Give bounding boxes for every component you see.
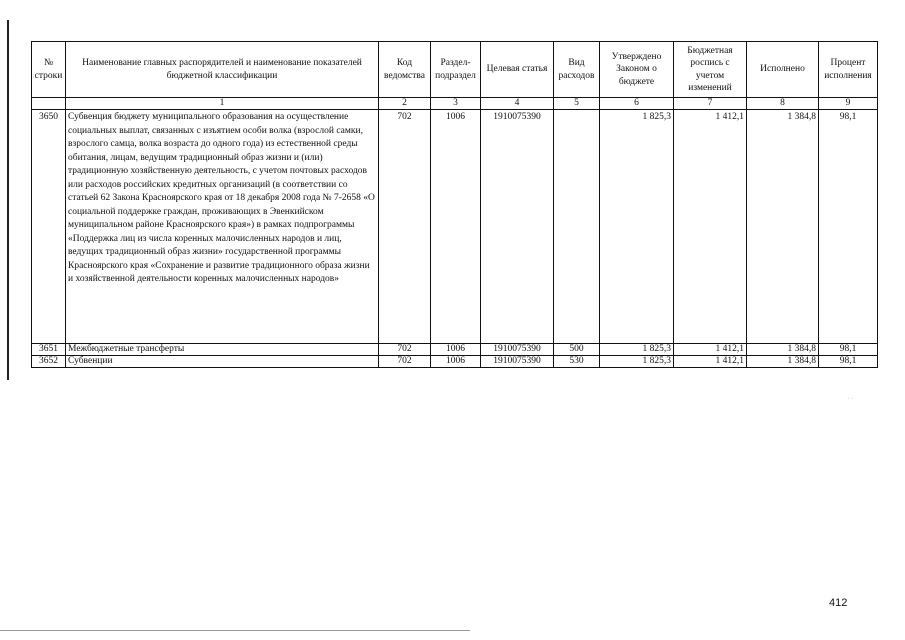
target-item: 1910075390 xyxy=(481,356,554,368)
header-target-item: Целевая статья xyxy=(481,42,554,98)
schedule-amount: 1 412,1 xyxy=(674,110,747,344)
column-number: 2 xyxy=(379,98,431,110)
table-row xyxy=(32,344,878,356)
section-code: 1006 xyxy=(431,110,481,344)
header-executed: Исполнено xyxy=(747,42,819,98)
header-approved: Утверждено Законом о бюджете xyxy=(600,42,674,98)
page-number: 412 xyxy=(829,597,848,609)
bottom-scan-line xyxy=(0,630,470,631)
execution-percent: 98,1 xyxy=(819,344,878,356)
column-number: 8 xyxy=(747,98,819,110)
line-number: 3650 xyxy=(32,110,66,344)
header-percent: Процент исполнения xyxy=(819,42,878,98)
line-number: 3652 xyxy=(32,356,66,368)
header-row xyxy=(32,42,878,98)
approved-amount: 1 825,3 xyxy=(600,110,674,344)
budget-table xyxy=(31,41,878,368)
header-section: Раздел-подраздел xyxy=(431,42,481,98)
section-code: 1006 xyxy=(431,356,481,368)
section-code: 1006 xyxy=(431,344,481,356)
execution-percent: 98,1 xyxy=(819,110,878,344)
approved-amount: 1 825,3 xyxy=(600,344,674,356)
header-schedule: Бюджетная роспись с учетом изменений xyxy=(674,42,747,98)
column-number: 1 xyxy=(66,98,379,110)
column-number: 7 xyxy=(674,98,747,110)
dept-code: 702 xyxy=(379,356,431,368)
row-name: Субвенция бюджету муниципального образования на осуществление социальных выплат, связанных с изъятием особи волка (взрослой самки, взрослого самца, волка возраста до одного года) из естественной среды обитания, лицам, ведущим традиционный образ жизни и (или) традиционную хозяйственную деятельность, с учетом почтовых расходов или расходов российских кредитных организаций (в соответствии со статьей 62 Закона Красноярского края от 18 декабря 2008 года № 7-2658 «О социальной поддержке граждан, проживающих в Эвенкийском муниципальном районе Красноярского края») в рамках подпрограммы «Поддержка лиц из числа коренных малочисленных народов и лиц, ведущих традиционный образ жизни» государственной программы Красноярского края «Сохранение и развитие традиционного образа жизни и хозяйственной деятельности коренных малочисленных народов» xyxy=(66,110,379,344)
schedule-amount: 1 412,1 xyxy=(674,344,747,356)
column-number: 9 xyxy=(819,98,878,110)
executed-amount: 1 384,8 xyxy=(747,344,819,356)
column-number: 5 xyxy=(554,98,600,110)
left-margin-rule xyxy=(7,20,9,380)
row-name: Субвенции xyxy=(66,356,379,368)
expense-type: 530 xyxy=(554,356,600,368)
row-name: Межбюджетные трансферты xyxy=(66,344,379,356)
expense-type xyxy=(554,110,600,344)
column-number: 4 xyxy=(481,98,554,110)
schedule-amount: 1 412,1 xyxy=(674,356,747,368)
dept-code: 702 xyxy=(379,344,431,356)
expense-type: 500 xyxy=(554,344,600,356)
column-number xyxy=(32,98,66,110)
target-item: 1910075390 xyxy=(481,344,554,356)
header-expense-type: Вид расходов xyxy=(554,42,600,98)
execution-percent: 98,1 xyxy=(819,356,878,368)
approved-amount: 1 825,3 xyxy=(600,356,674,368)
line-number: 3651 xyxy=(32,344,66,356)
executed-amount: 1 384,8 xyxy=(747,110,819,344)
column-number: 6 xyxy=(600,98,674,110)
header-line-number: № строки xyxy=(32,42,66,98)
scan-speck: · · xyxy=(848,396,854,402)
header-name: Наименование главных распорядителей и наименование показателей бюджетной классификации xyxy=(66,42,379,98)
target-item: 1910075390 xyxy=(481,110,554,344)
column-number-row xyxy=(32,98,878,110)
dept-code: 702 xyxy=(379,110,431,344)
executed-amount: 1 384,8 xyxy=(747,356,819,368)
table-row xyxy=(32,356,878,368)
column-number: 3 xyxy=(431,98,481,110)
header-dept-code: Код ведомства xyxy=(379,42,431,98)
table-row xyxy=(32,110,878,344)
